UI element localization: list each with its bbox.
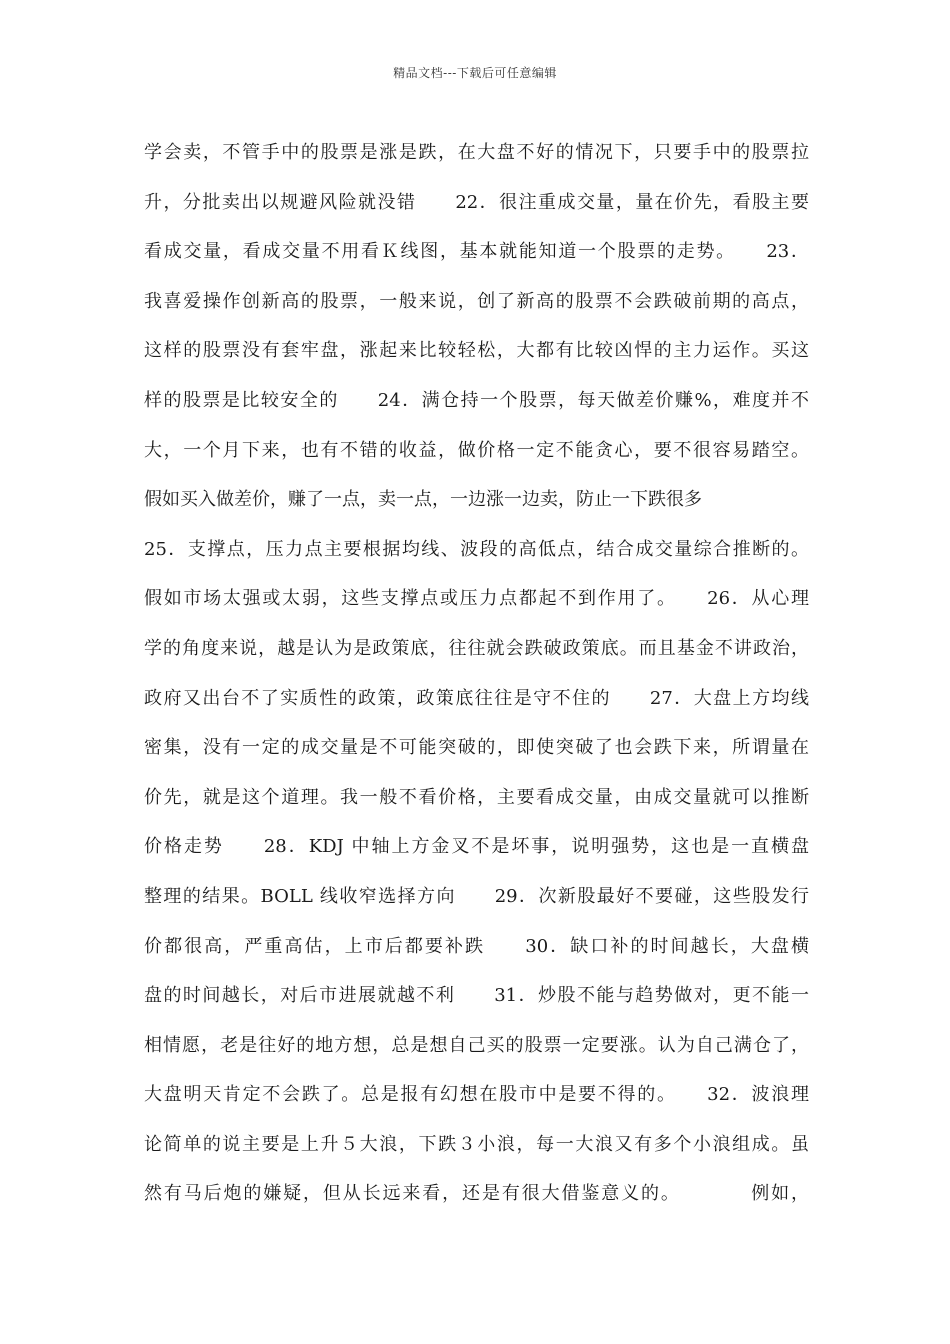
text-line: 假如买入做差价，赚了一点，卖一点，一边涨一边卖，防止一下跌很多 xyxy=(144,489,702,511)
text-line: 论简单的说主要是上升５大浪，下跌３小浪，每一大浪又有多个小浪组成。虽 xyxy=(144,1133,809,1155)
text-line: 整理的结果。BOLL 线收窄选择方向 29．次新股最好不要碰，这些股发行 xyxy=(144,885,809,907)
text-line: 学的角度来说，越是认为是政策底，往往就会跌破政策底。而且基金不讲政治， xyxy=(144,637,809,659)
text-line: 价都很高，严重高估，上市后都要补跌 30．缺口补的时间越长，大盘横 xyxy=(144,935,809,957)
text-line: 政府又出台不了实质性的政策，政策底往往是守不住的 27．大盘上方均线 xyxy=(144,687,809,709)
text-line: 这样的股票没有套牢盘，涨起来比较轻松，大都有比较凶悍的主力运作。买这 xyxy=(144,340,809,362)
text-line: 我喜爱操作创新高的股票，一般来说，创了新高的股票不会跌破前期的高点， xyxy=(144,290,809,312)
text-line: 假如市场太强或太弱，这些支撑点或压力点都起不到作用了。 26．从心理 xyxy=(144,588,809,610)
text-line: 样的股票是比较安全的 24．满仓持一个股票，每天做差价赚%，难度并不 xyxy=(144,389,809,411)
text-line: 价格走势 28．KDJ 中轴上方金叉不是坏事，说明强势，这也是一直横盘 xyxy=(144,836,809,858)
text-line: 看成交量，看成交量不用看Ｋ线图，基本就能知道一个股票的走势。 23． xyxy=(144,241,809,263)
text-line: 升，分批卖出以规避风险就没错 22．很注重成交量，量在价先，看股主要 xyxy=(144,191,809,213)
text-line: 学会卖，不管手中的股票是涨是跌，在大盘不好的情况下，只要手中的股票拉 xyxy=(144,142,809,163)
text-line: 盘的时间越长，对后市进展就越不利 31．炒股不能与趋势做对，更不能一 xyxy=(144,985,809,1007)
text-line: 然有马后炮的嫌疑，但从长远来看，还是有很大借鉴意义的。 例如， xyxy=(144,1183,809,1205)
text-line: 相情愿，老是往好的地方想，总是想自己买的股票一定要涨。认为自己满仓了， xyxy=(144,1034,809,1056)
text-line: 密集，没有一定的成交量是不可能突破的，即使突破了也会跌下来，所谓量在 xyxy=(144,737,809,759)
text-line: 25．支撑点，压力点主要根据均线、波段的高低点，结合成交量综合推断的。 xyxy=(144,538,809,560)
document-body xyxy=(144,128,809,1219)
text-line: 大盘明天肯定不会跌了。总是报有幻想在股市中是要不得的。 32．波浪理 xyxy=(144,1084,809,1106)
text-line: 大，一个月下来，也有不错的收益，做价格一定不能贪心，要不很容易踏空。 xyxy=(144,439,809,461)
page-header: 精品文档---下载后可任意编辑 xyxy=(393,66,557,80)
text-line: 价先，就是这个道理。我一般不看价格，主要看成交量，由成交量就可以推断 xyxy=(144,786,809,808)
